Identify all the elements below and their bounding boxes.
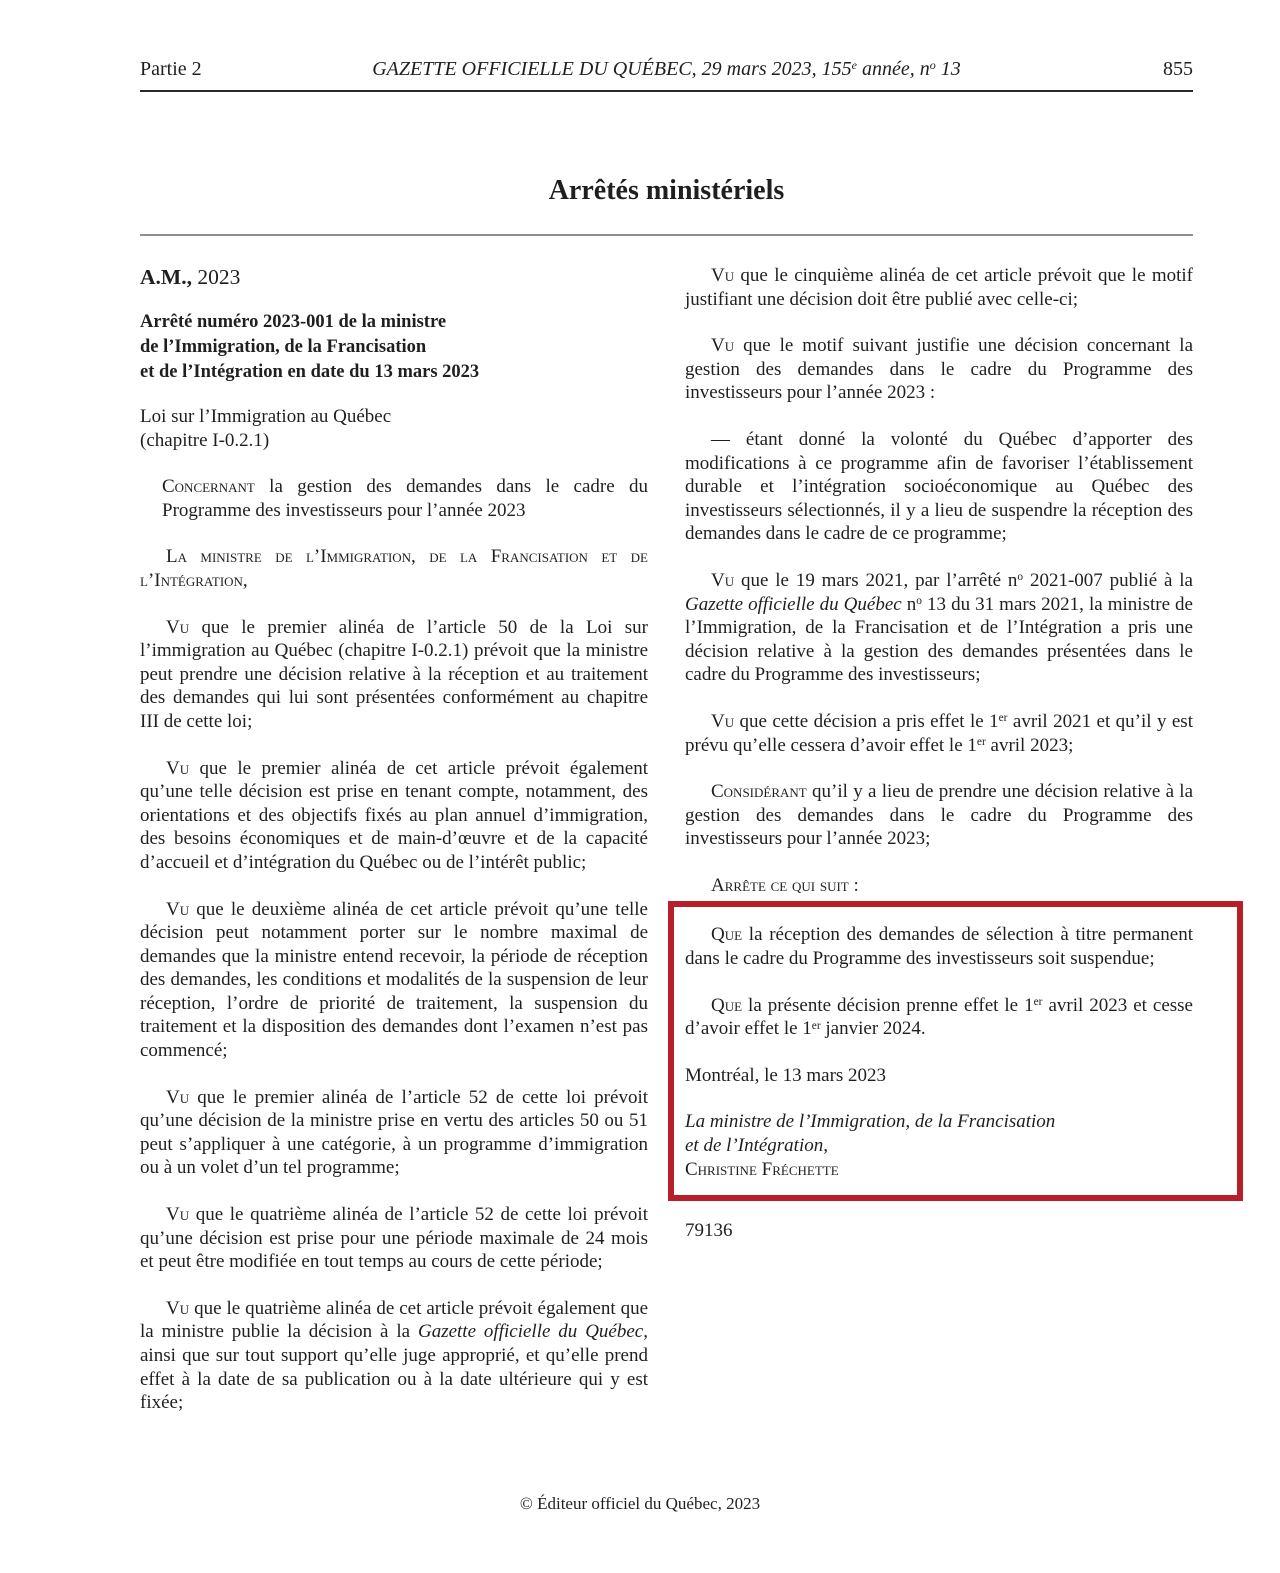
considering-clause: Considérant qu’il y a lieu de prendre une décision relative à la gestion des demandes dans le cadre du Programme des investisseurs pour l’année 2023; — [685, 781, 1193, 850]
highlight-box — [668, 901, 1243, 1201]
whereas-publication: Vu que le quatrième alinéa de cet article prévoit également que la ministre publie la décision à la Gazette officielle du Québec, ainsi que sur tout support qu’elle juge approprié, et qu’elle prend effet à la date de sa publication ou à la date ultérieure qui y est fixée; — [140, 1297, 648, 1414]
header-part-label: Partie 2 — [140, 58, 202, 80]
page-footer: © Éditeur officiel du Québec, 2023 — [519, 1494, 761, 1513]
place-date-line: Montréal, le 13 mars 2023 — [685, 1064, 887, 1086]
section-title: Arrêtés ministériels — [548, 175, 785, 206]
page-header — [140, 58, 1193, 92]
docket-number: 79136 — [685, 1220, 733, 1242]
whereas-article-52-first: Vu que le premier alinéa de l’article 52 de cette loi prévoit qu’une décision de la ministre prise en vertu des articles 50 ou 51 peut s’appliquer à une catégorie, à un programme d’immigration ou à un volet d’un tel programme; — [140, 1086, 648, 1179]
whereas-fifth-paragraph: Vu que le cinquième alinéa de cet article prévoit que le motif justifiant une décision doit être publié avec celle-ci; — [685, 265, 1193, 310]
whereas-2021-order: Vu que le 19 mars 2021, par l’arrêté $n^o$ 2021-007 publié à la Gazette officielle du Québec $n^o$ 13 du 31 mars 2021, la ministre de l’Immigration, de la Francisation et de l’Intégration a pris une décision relative à la gestion des demandes présentées dans le cadre du Programme des investisseurs; — [685, 569, 1193, 686]
whereas-article-50: Vu que le premier alinéa de l’article 50 de la Loi sur l’immigration au Québec (chapitre I-0.2.1) prévoit que la ministre peut prendre une décision relative à la réception et au traitement des demandes qui lui sont présentées conformément au chapitre III de cette loi; — [140, 616, 648, 732]
whereas-effect-dates: Vu que cette décision a pris effet le 1er avril 2021 et qu’il y est prévu qu’elle cessera d’avoir effet le 1er avril 2023; — [685, 710, 1193, 756]
whereas-second-paragraph: Vu que le deuxième alinéa de cet article prévoit qu’une telle décision peut notamment porter sur le nombre maximal de demandes que la ministre entend recevoir, la période de réception des demandes, les conditions et modalités de la suspension de leur réception, l’ordre de priorité de traitement, la suspension du traitement et la disposition des demandes dont l’examen n’est pas commencé; — [140, 898, 648, 1062]
motive-dash-clause: — étant donné la volonté du Québec d’apporter des modifications à ce programme afin de favoriser l’établissement durable et l’intégration socioéconomique au Québec des investisseurs sélectionnés, il y a lieu de suspendre la réception des demandes dans le cadre de ce programme; — [685, 428, 1193, 545]
title-divider — [140, 234, 1193, 236]
whereas-motive: Vu que le motif suivant justifie une décision concernant la gestion des demandes dans le cadre du Programme des investisseurs pour l’année 2023 : — [685, 335, 1193, 404]
two-column-body — [140, 264, 1193, 1415]
signature-block: La ministre de l’Immigration, de la Francisation et de l’Intégration, Christine Fréchette — [685, 1111, 1056, 1180]
left-column — [140, 264, 648, 1415]
minister-clause: La ministre de l’Immigration, de la Francisation et de l’Intégration, — [140, 546, 648, 591]
whereas-first-paragraph: Vu que le premier alinéa de cet article prévoit également qu’une telle décision est prise en tenant compte, notamment, des orientations et des objectifs fixés au plan annuel d’immigration, des besoins économiques et de main-d’œuvre et de la capacité d’accueil et d’intégration du Québec ou de l’intérêt public; — [140, 757, 648, 873]
order-suspension-clause: Que la réception des demandes de sélection à titre permanent dans le cadre du Programme des investisseurs soit suspendue; — [685, 924, 1193, 970]
orders-as-follows: Arrête ce qui suit : — [711, 874, 859, 896]
right-column-paragraphs — [685, 264, 1193, 897]
law-reference: Loi sur l’Immigration au Québec (chapitre I-0.2.1) — [140, 406, 392, 451]
whereas-article-52-fourth: Vu que le quatrième alinéa de l’article 52 de cette loi prévoit qu’une décision est prise pour une période maximale de 24 mois et peut être modifiée en tout temps au cours de cette période; — [140, 1204, 648, 1273]
header-page-number: 855 — [1163, 58, 1193, 80]
order-effect-clause: Que la présente décision prenne effet le 1er avril 2023 et cesse d’avoir effet le 1er janvier 2024. — [685, 994, 1193, 1040]
right-column — [685, 264, 1193, 1243]
order-title: Arrêté numéro 2023-001 de la ministre de l’Immigration, de la Francisation et de l’Intégration en date du 13 mars 2023 — [140, 312, 480, 382]
concerning-clause: Concernant la gestion des demandes dans le cadre du Programme des investisseurs pour l’année 2023 — [162, 476, 648, 521]
header-journal-title: GAZETTE OFFICIELLE DU QUÉBEC, 29 mars 2023, 155e année, $n^o$ 13 — [372, 58, 961, 80]
am-heading: A.M., 2023 — [140, 265, 241, 289]
